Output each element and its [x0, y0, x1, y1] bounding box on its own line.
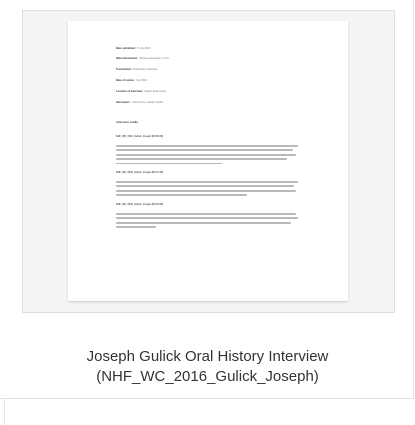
item-caption[interactable]	[22, 347, 393, 387]
thumb-field-value: Interview by Joseph Gulick	[132, 101, 163, 104]
thumb-paragraph	[116, 145, 298, 167]
thumb-field-value: July 2016	[135, 79, 148, 82]
thumb-section-heading: Interview Audio	[116, 120, 139, 124]
thumb-field	[116, 78, 147, 83]
item-identifier: (NHF_WC_2016_Gulick_Joseph)	[96, 368, 319, 385]
thumb-paragraph	[116, 213, 298, 231]
thumb-field	[116, 56, 169, 61]
thumb-paragraph	[116, 181, 298, 199]
thumb-field	[116, 100, 163, 105]
thumb-field-label: Date interviewed:	[116, 57, 138, 60]
thumb-field	[116, 46, 150, 51]
document-thumbnail[interactable]	[68, 21, 348, 301]
thumb-field-label: Transcribed:	[116, 68, 132, 71]
thumb-field-value: 5 July 2016	[137, 47, 151, 50]
thumb-timestamp: NHF_WC_2016_Gulick_Joseph [00:03:25]	[116, 203, 164, 206]
thumb-field-label: Location of interview:	[116, 90, 143, 93]
thumb-field-value: Vaison-la-Romaine	[144, 90, 167, 93]
thumb-field	[116, 89, 166, 94]
thumb-field	[116, 67, 157, 72]
thumb-field-label: Date of review:	[116, 79, 135, 82]
thumb-field-label: Interviewer:	[116, 101, 131, 104]
item-title[interactable]: Joseph Gulick Oral History Interview	[86, 348, 329, 365]
thumb-field-label: Date submitted:	[116, 47, 136, 50]
thumb-timestamp: NHF_WC_2016_Gulick_Joseph [00:00:00]	[116, 135, 164, 138]
thumb-timestamp: NHF_WC_2016_Gulick_Joseph [00:01:10]	[116, 171, 164, 174]
thumb-field-value: Oral history interview	[133, 68, 158, 71]
thumb-field-value: Vaison-la-Romaine, 6 Oct.	[138, 57, 170, 60]
